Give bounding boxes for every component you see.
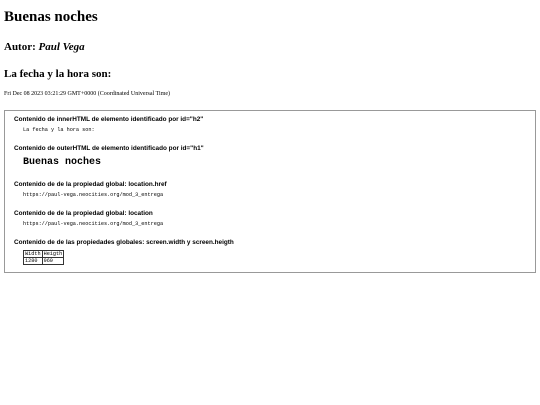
location-value: https://paul-vega.neocities.org/mod_3_entrega	[23, 221, 164, 227]
screen-width-header: Width	[25, 251, 41, 257]
outer-html-title: Contenido de outerHTML de elemento identificado por id="h1"	[14, 145, 204, 152]
page-title: Buenas noches	[4, 9, 98, 25]
inner-html-title: Contenido de innerHTML de elemento identificado por id="h2"	[14, 116, 204, 123]
screen-height-value: 960	[42, 258, 64, 265]
location-href-title: Contenido de de la propiedad global: location.href	[14, 181, 167, 188]
screen-table-row	[24, 258, 64, 265]
inner-html-value: La fecha y la hora son:	[23, 127, 95, 133]
date-heading: La fecha y la hora son:	[4, 68, 112, 80]
date-value: Fri Dec 08 2023 03:21:29 GMT+0000 (Coordinated Universal Time)	[4, 91, 171, 97]
author-label: Autor:	[4, 41, 36, 53]
screen-table-header-row	[24, 251, 64, 258]
results-box	[4, 110, 536, 273]
location-title: Contenido de de la propiedad global: location	[14, 210, 153, 217]
screen-width-value: 1280	[24, 258, 43, 265]
author-line	[4, 40, 536, 54]
screen-table	[23, 250, 64, 265]
author-name: Paul Vega	[38, 41, 85, 53]
location-href-value: https://paul-vega.neocities.org/mod_3_entrega	[23, 192, 164, 198]
outer-html-value: Buenas noches	[23, 157, 102, 168]
screen-title: Contenido de de las propiedades globales: screen.width y screen.heigth	[14, 239, 234, 246]
screen-height-header: Heigth	[43, 251, 63, 257]
